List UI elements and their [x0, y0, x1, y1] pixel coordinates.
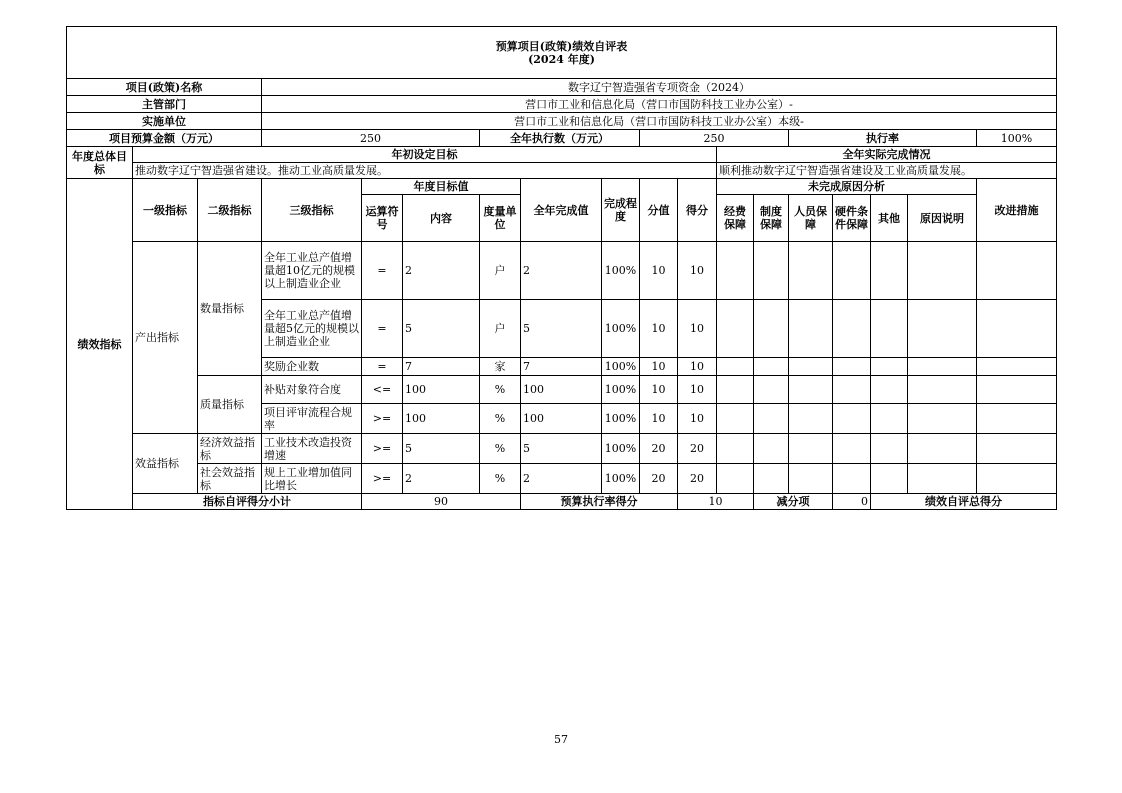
empty-cell: [754, 358, 789, 376]
empty-cell: [717, 434, 754, 464]
indicator-actual: 7: [521, 358, 602, 376]
indicator-degree: 100%: [602, 464, 640, 494]
indicator-content: 7: [403, 358, 480, 376]
indicator-unit: 家: [480, 358, 521, 376]
indicator-actual: 100: [521, 404, 602, 434]
rate-value: 100%: [977, 130, 1057, 147]
empty-cell: [789, 242, 833, 300]
empty-cell: [871, 376, 908, 404]
indicator-actual: 100: [521, 376, 602, 404]
table-row: [67, 376, 1057, 404]
subtotal-label: 指标自评得分小计: [133, 494, 362, 510]
indicator-weight: 10: [640, 404, 678, 434]
empty-cell: [871, 358, 908, 376]
performance-evaluation-table: [66, 26, 1057, 510]
indicator-actual: 5: [521, 434, 602, 464]
empty-cell: [871, 300, 908, 358]
indicator-content: 5: [403, 300, 480, 358]
exec-label: 全年执行数（万元）: [480, 130, 640, 147]
indicator-op: <=: [362, 376, 403, 404]
budget-rate-label: 预算执行率得分: [521, 494, 678, 510]
empty-cell: [833, 404, 871, 434]
indicator-actual: 2: [521, 242, 602, 300]
indicator-op: >=: [362, 434, 403, 464]
header-content: 内容: [403, 195, 480, 242]
header-reason-staff: 人员保障: [789, 195, 833, 242]
goal-actual-label: 全年实际完成情况: [717, 147, 1057, 163]
header-reason-system: 制度保障: [754, 195, 789, 242]
indicator-degree: 100%: [602, 300, 640, 358]
empty-cell: [833, 434, 871, 464]
page-number: 57: [554, 733, 568, 746]
indicator-unit: %: [480, 404, 521, 434]
empty-cell: [908, 300, 977, 358]
empty-cell: [977, 300, 1057, 358]
indicator-op: =: [362, 300, 403, 358]
indicator-degree: 100%: [602, 242, 640, 300]
header-degree: 完成程度: [602, 179, 640, 242]
indicator-score: 20: [678, 464, 717, 494]
indicator-degree: 100%: [602, 434, 640, 464]
header-reason-group: 未完成原因分析: [717, 179, 977, 195]
empty-cell: [717, 358, 754, 376]
indicator-op: =: [362, 242, 403, 300]
indicator-op: >=: [362, 464, 403, 494]
level1-output: 产出指标: [133, 242, 198, 434]
dept-value: 营口市工业和信息化局（营口市国防科技工业办公室）-: [262, 96, 1057, 113]
header-reason-other: 其他: [871, 195, 908, 242]
indicator-content: 2: [403, 242, 480, 300]
table-row: [67, 242, 1057, 300]
indicator-unit: %: [480, 376, 521, 404]
indicator-actual: 5: [521, 300, 602, 358]
goal-initial-label: 年初设定目标: [133, 147, 717, 163]
indicator-content: 5: [403, 434, 480, 464]
indicator-unit: %: [480, 434, 521, 464]
empty-cell: [833, 242, 871, 300]
indicator-degree: 100%: [602, 376, 640, 404]
empty-cell: [754, 464, 789, 494]
indicator-unit: 户: [480, 242, 521, 300]
project-name-label: 项目(政策)名称: [67, 79, 262, 96]
empty-cell: [908, 464, 977, 494]
empty-cell: [717, 404, 754, 434]
header-weight: 分值: [640, 179, 678, 242]
empty-cell: [977, 376, 1057, 404]
indicator-name: 奖励企业数: [262, 358, 362, 376]
header-reason-funding: 经费保障: [717, 195, 754, 242]
indicator-weight: 20: [640, 434, 678, 464]
header-target-group: 年度目标值: [362, 179, 521, 195]
empty-cell: [717, 464, 754, 494]
empty-cell: [833, 376, 871, 404]
indicator-name: 全年工业总产值增量超5亿元的规模以上制造业企业: [264, 309, 359, 348]
indicator-content: 100: [403, 404, 480, 434]
header-op: 运算符号: [362, 195, 403, 242]
empty-cell: [908, 242, 977, 300]
level2-social: 社会效益指标: [200, 465, 255, 492]
deduct-value: 0: [833, 494, 871, 510]
indicator-score: 10: [678, 358, 717, 376]
empty-cell: [789, 358, 833, 376]
indicator-score: 10: [678, 242, 717, 300]
indicator-degree: 100%: [602, 358, 640, 376]
budget-value: 250: [262, 130, 480, 147]
goal-initial-text: 推动数字辽宁智造强省建设。推动工业高质量发展。: [133, 163, 717, 179]
empty-cell: [754, 300, 789, 358]
empty-cell: [717, 242, 754, 300]
indicator-op: =: [362, 358, 403, 376]
indicator-weight: 10: [640, 358, 678, 376]
perf-indicator-label: 绩效指标: [67, 179, 133, 510]
empty-cell: [789, 376, 833, 404]
header-reason-hardware: 硬件条件保障: [833, 195, 871, 242]
empty-cell: [789, 404, 833, 434]
indicator-name: 项目评审流程合规率: [264, 405, 352, 432]
indicator-weight: 10: [640, 376, 678, 404]
empty-cell: [754, 242, 789, 300]
empty-cell: [833, 358, 871, 376]
unit-label: 实施单位: [67, 113, 262, 130]
rate-label: 执行率: [789, 130, 977, 147]
empty-cell: [717, 300, 754, 358]
deduct-label: 减分项: [754, 494, 833, 510]
exec-value: 250: [640, 130, 789, 147]
indicator-name: 工业技术改造投资增速: [264, 435, 352, 462]
empty-cell: [977, 404, 1057, 434]
table-row: [67, 434, 1057, 464]
indicator-content: 2: [403, 464, 480, 494]
empty-cell: [833, 464, 871, 494]
empty-cell: [871, 464, 908, 494]
indicator-weight: 10: [640, 300, 678, 358]
empty-cell: [977, 434, 1057, 464]
indicator-name: 全年工业总产值增量超10亿元的规模以上制造业企业: [264, 251, 355, 290]
empty-cell: [977, 464, 1057, 494]
header-improve: 改进措施: [977, 179, 1057, 242]
level2-quantity: 数量指标: [198, 242, 262, 376]
budget-label: 项目预算金额（万元）: [67, 130, 262, 147]
indicator-name: 规上工业增加值同比增长: [264, 465, 352, 492]
title-line-2: (2024 年度): [528, 52, 595, 66]
indicator-degree: 100%: [602, 404, 640, 434]
level2-economic: 经济效益指标: [200, 435, 255, 462]
dept-label: 主管部门: [67, 96, 262, 113]
empty-cell: [754, 376, 789, 404]
total-label: 绩效自评总得分: [871, 494, 1057, 510]
indicator-score: 10: [678, 376, 717, 404]
indicator-unit: 户: [480, 300, 521, 358]
title-line-1: 预算项目(政策)绩效自评表: [495, 39, 628, 53]
header-unit: 度量单位: [480, 195, 521, 242]
header-level2: 二级指标: [198, 179, 262, 242]
goal-label: 年度总体目标: [67, 147, 133, 179]
indicator-weight: 10: [640, 242, 678, 300]
indicator-score: 10: [678, 300, 717, 358]
empty-cell: [754, 404, 789, 434]
empty-cell: [908, 376, 977, 404]
empty-cell: [754, 434, 789, 464]
budget-rate-value: 10: [678, 494, 754, 510]
header-score: 得分: [678, 179, 717, 242]
indicator-score: 20: [678, 434, 717, 464]
empty-cell: [789, 434, 833, 464]
empty-cell: [871, 242, 908, 300]
empty-cell: [977, 242, 1057, 300]
indicator-score: 10: [678, 404, 717, 434]
project-name-value: 数字辽宁智造强省专项资金（2024）: [262, 79, 1057, 96]
empty-cell: [833, 300, 871, 358]
goal-actual-text: 顺利推动数字辽宁智造强省建设及工业高质量发展。: [717, 163, 1057, 179]
unit-value: 营口市工业和信息化局（营口市国防科技工业办公室）本级-: [262, 113, 1057, 130]
table-row: [67, 464, 1057, 494]
level1-benefit: 效益指标: [133, 434, 198, 494]
empty-cell: [789, 464, 833, 494]
header-level1: 一级指标: [133, 179, 198, 242]
level2-quality: 质量指标: [198, 376, 262, 434]
empty-cell: [871, 434, 908, 464]
header-level3: 三级指标: [262, 179, 362, 242]
header-actual: 全年完成值: [521, 179, 602, 242]
empty-cell: [908, 434, 977, 464]
empty-cell: [977, 358, 1057, 376]
empty-cell: [908, 358, 977, 376]
table-title: [67, 27, 1057, 79]
empty-cell: [871, 404, 908, 434]
empty-cell: [908, 404, 977, 434]
header-reason-desc: 原因说明: [908, 195, 977, 242]
indicator-name: 补贴对象符合度: [262, 376, 362, 404]
empty-cell: [789, 300, 833, 358]
indicator-weight: 20: [640, 464, 678, 494]
subtotal-value: 90: [362, 494, 521, 510]
indicator-unit: %: [480, 464, 521, 494]
indicator-content: 100: [403, 376, 480, 404]
empty-cell: [717, 376, 754, 404]
indicator-actual: 2: [521, 464, 602, 494]
indicator-op: >=: [362, 404, 403, 434]
